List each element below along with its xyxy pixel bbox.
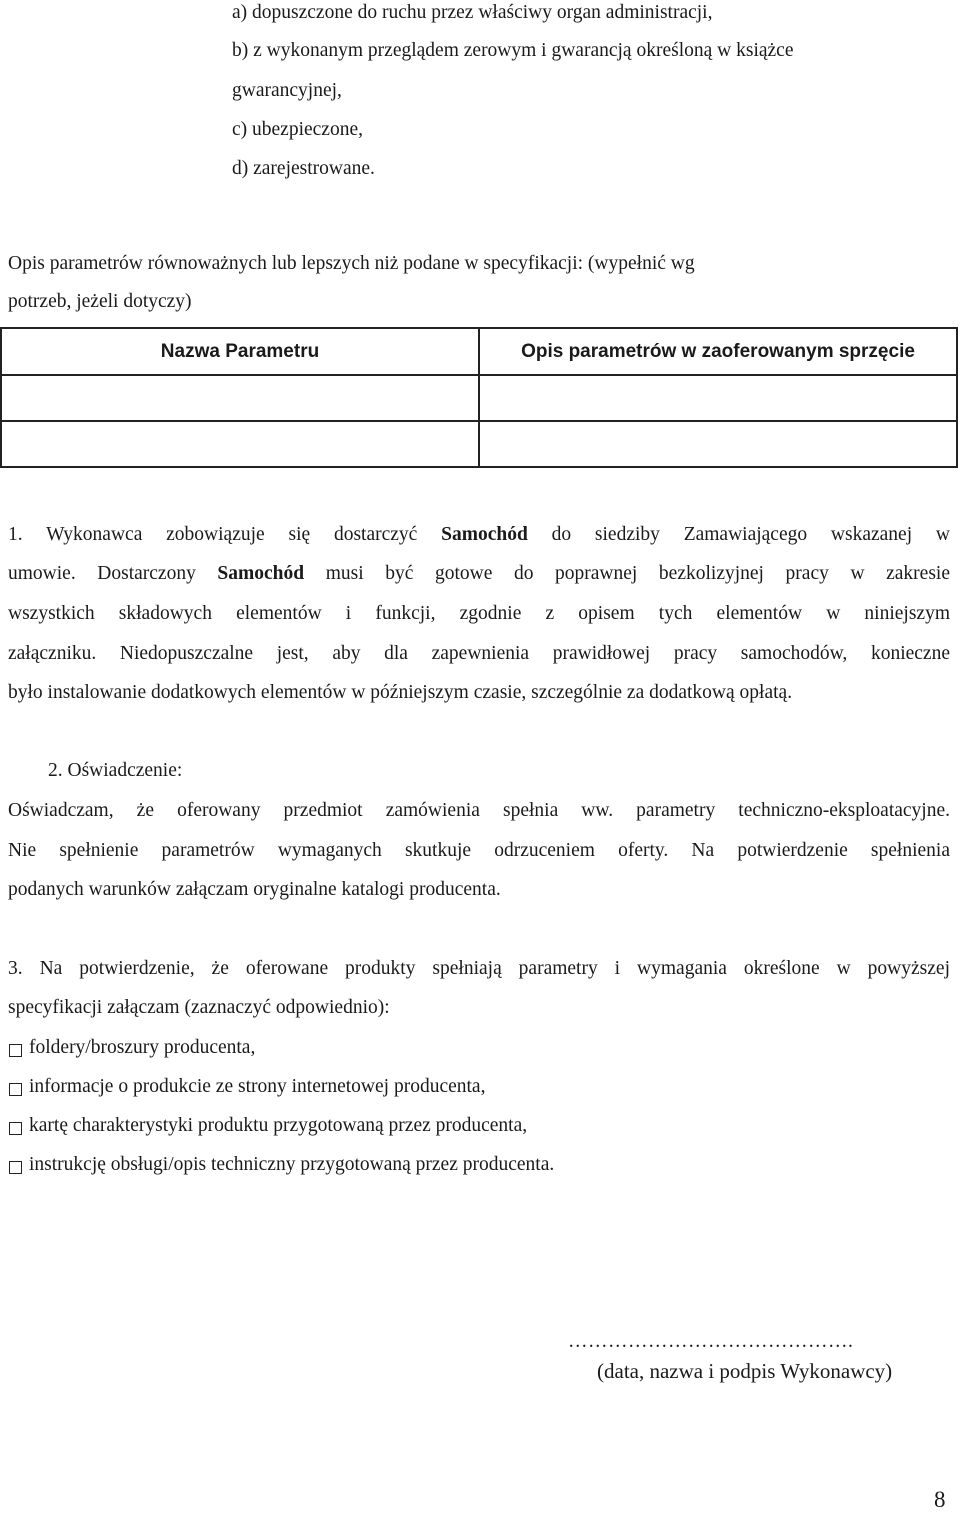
- header-parameter-name: Nazwa Parametru: [1, 328, 479, 375]
- option-brochures-label: foldery/broszury producenta,: [29, 1037, 256, 1058]
- params-intro-line2: potrzeb, jeżeli dotyczy): [8, 291, 192, 312]
- section3-line1: 3. Na potwierdzenie, że oferowane produkty spełniają parametry i wymagania określone w powyższej: [8, 958, 950, 979]
- page-number: 8: [934, 1487, 946, 1512]
- section1-line3: wszystkich składowych elementów i funkcji, zgodnie z opisem tych elementów w niniejszym: [8, 603, 950, 624]
- checkbox-brochures[interactable]: [9, 1044, 22, 1057]
- condition-a: a) dopuszczone do ruchu przez właściwy organ administracji,: [232, 2, 713, 23]
- condition-c: c) ubezpieczone,: [232, 119, 363, 140]
- params-intro-line1: Opis parametrów równoważnych lub lepszych niż podane w specyfikacji: (wypełnić wg: [8, 253, 695, 274]
- condition-b-cont: gwarancyjnej,: [232, 80, 342, 101]
- option-product-sheet-label: kartę charakterystyki produktu przygotowaną przez producenta,: [29, 1115, 528, 1136]
- section2-heading: 2. Oświadczenie:: [48, 760, 183, 781]
- option-website-info-label: informacje o produkcie ze strony internetowej producenta,: [29, 1076, 486, 1097]
- checkbox-product-sheet[interactable]: [9, 1122, 22, 1135]
- parameters-table: [0, 327, 958, 468]
- table-header-row: [1, 328, 957, 375]
- checkbox-website-info[interactable]: [9, 1083, 22, 1096]
- section1-line2: umowie. Dostarczony Samochód musi być gotowe do poprawnej bezkolizyjnej pracy w zakresie: [8, 563, 950, 584]
- signature-caption: (data, nazwa i podpis Wykonawcy): [597, 1359, 893, 1383]
- table-cell-description-1[interactable]: [479, 375, 957, 421]
- signature-dots: …………………………………….: [568, 1331, 854, 1352]
- table-cell-name-1[interactable]: [1, 375, 479, 421]
- section1-line4: załączniku. Niedopuszczalne jest, aby dla zapewnienia prawidłowej pracy samochodów, konieczne: [8, 643, 950, 664]
- condition-d: d) zarejestrowane.: [232, 158, 375, 179]
- section2-line3: podanych warunków załączam oryginalne katalogi producenta.: [8, 879, 501, 900]
- condition-b: b) z wykonanym przeglądem zerowym i gwarancją określoną w książce: [232, 40, 794, 61]
- section3-line2: specyfikacji załączam (zaznaczyć odpowiednio):: [8, 997, 390, 1018]
- table-cell-name-2[interactable]: [1, 421, 479, 467]
- option-manual-label: instrukcję obsługi/opis techniczny przygotowaną przez producenta.: [29, 1154, 555, 1175]
- section1-line5: było instalowanie dodatkowych elementów w późniejszym czasie, szczególnie za dodatkową opłatą.: [8, 682, 793, 703]
- checkbox-manual[interactable]: [9, 1161, 22, 1174]
- header-parameter-description: Opis parametrów w zaoferowanym sprzęcie: [479, 328, 957, 375]
- table-cell-description-2[interactable]: [479, 421, 957, 467]
- table-row: [1, 375, 957, 421]
- table-row: [1, 421, 957, 467]
- section1-line1: 1. Wykonawca zobowiązuje się dostarczyć Samochód do siedziby Zamawiającego wskazanej w: [8, 524, 951, 545]
- section2-line1: Oświadczam, że oferowany przedmiot zamówienia spełnia ww. parametry techniczno-eksploatacyjne.: [8, 800, 950, 821]
- section2-line2: Nie spełnienie parametrów wymaganych skutkuje odrzuceniem oferty. Na potwierdzenie spełnienia: [8, 840, 950, 861]
